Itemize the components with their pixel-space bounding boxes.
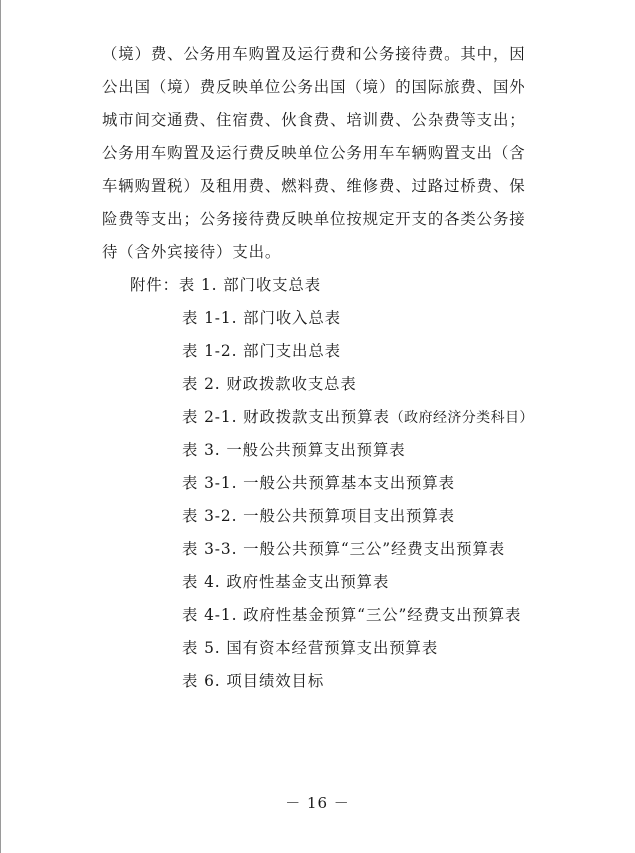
attachment-item-3 [130, 434, 534, 467]
paragraph-line: 公出国（境）费反映单位公务出国（境）的国际旅费、国外 [102, 78, 526, 96]
attachment-title: 表 1-1. 部门收入总表 [182, 309, 341, 327]
paragraph-line: 待（含外宾接待）支出。 [102, 243, 282, 261]
page-left-border [0, 0, 1, 853]
attachment-title: 表 4. 政府性基金支出预算表 [182, 573, 390, 591]
attachment-title: 表 3-1. 一般公共预算基本支出预算表 [182, 474, 455, 492]
attachment-item-2 [130, 368, 534, 401]
attachment-item-4 [130, 566, 534, 599]
paragraph-line: 公务用车购置及运行费反映单位公务用车车辆购置支出（含 [102, 144, 526, 162]
attachment-item-1-2 [130, 335, 534, 368]
paragraph-line: 险费等支出；公务接待费反映单位按规定开支的各类公务接 [102, 210, 526, 228]
attachment-item-3-1 [130, 467, 534, 500]
attachment-list [130, 269, 534, 698]
attachment-title: 表 1-2. 部门支出总表 [182, 342, 341, 360]
attachment-item-2-1 [130, 401, 534, 434]
attachment-title: 表 2-1. 财政拨款支出预算表 [182, 408, 390, 426]
attachment-title: 表 6. 项目绩效目标 [182, 672, 325, 690]
attachment-item-6 [130, 665, 534, 698]
attachment-title: 表 2. 财政拨款收支总表 [182, 375, 357, 393]
paragraph-line: 城市间交通费、住宿费、伙食费、培训费、公杂费等支出； [102, 111, 526, 129]
attachment-item-1-1 [130, 302, 534, 335]
attachment-title: 表 3-3. 一般公共预算“三公”经费支出预算表 [182, 540, 506, 558]
paragraph-line: （境）费、公务用车购置及运行费和公务接待费。其中，因 [102, 45, 526, 63]
attachment-item-5 [130, 632, 534, 665]
paragraph-line: 车辆购置税）及租用费、燃料费、维修费、过路过桥费、保 [102, 177, 526, 195]
attachment-item-3-2 [130, 500, 534, 533]
attachment-item-4-1 [130, 599, 534, 632]
attachment-title: 表 4-1. 政府性基金预算“三公”经费支出预算表 [182, 606, 522, 624]
body-paragraph [102, 38, 542, 269]
page-number: － 16 － [285, 794, 350, 812]
attachment-item-3-3 [130, 533, 534, 566]
attachment-lead: 附件： [130, 276, 179, 294]
attachment-title: 表 3. 一般公共预算支出预算表 [182, 441, 406, 459]
attachment-title: 表 5. 国有资本经营预算支出预算表 [182, 639, 439, 657]
attachment-title: 表 1. 部门收支总表 [178, 276, 321, 294]
attachment-item-1 [130, 269, 534, 302]
attachment-note: （政府经济分类科目） [389, 410, 534, 426]
attachment-title: 表 3-2. 一般公共预算项目支出预算表 [182, 507, 455, 525]
